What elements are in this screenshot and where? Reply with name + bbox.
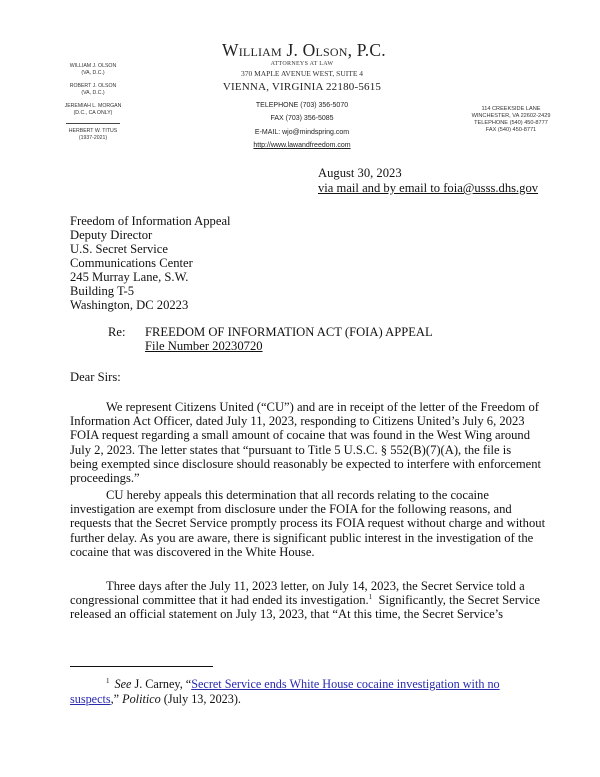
recipient-line: U.S. Secret Service xyxy=(70,242,168,256)
branch-telephone: TELEPHONE (540) 450-8777 xyxy=(474,120,548,126)
paragraph-line: released an official statement on July 13, 2023, that “At this time, the Secret Service’s xyxy=(70,607,504,622)
attorney-entry xyxy=(52,83,134,97)
body-paragraph xyxy=(70,400,550,485)
footnote-signal: See xyxy=(114,677,132,691)
firm-tagline: ATTORNEYS AT LAW xyxy=(270,61,334,67)
recipient-address xyxy=(70,214,231,312)
footnote-publication: Politico xyxy=(122,691,161,706)
branch-street: 114 CREEKSIDE LANE xyxy=(481,106,541,112)
letterhead-firm xyxy=(222,40,386,94)
firm-telephone: TELEPHONE (703) 356-5070 xyxy=(255,102,349,109)
attorney-name: JEREMIAH L. MORGAN xyxy=(64,103,122,109)
salutation: Dear Sirs: xyxy=(70,370,121,384)
paragraph-line: requests that the Secret Service promptly process its FOIA request without charge and without xyxy=(70,516,546,531)
date-block xyxy=(318,166,538,196)
paragraph-line: further delay. As you are aware, there is significant public interest in the investigation of the xyxy=(70,530,534,545)
firm-city: VIENNA, VIRGINIA 22180-5615 xyxy=(222,81,382,93)
branch-fax: FAX (540) 450-8771 xyxy=(485,127,537,133)
recipient-line: Communications Center xyxy=(70,256,193,270)
paragraph-text: Significantly, the Secret Service xyxy=(372,593,540,608)
footnote-line xyxy=(70,692,500,707)
re-subject: FREEDOM OF INFORMATION ACT (FOIA) APPEAL xyxy=(145,325,433,339)
re-label: Re: xyxy=(108,325,126,339)
of-counsel-entry xyxy=(52,128,134,142)
of-counsel-name: HERBERT W. TITUS xyxy=(68,128,118,134)
paragraph-line: Information Act Officer, dated July 11, 2023, responding to Citizens United’s July 6, 2023 xyxy=(70,414,525,429)
body-paragraph xyxy=(70,488,550,559)
footnote-separator xyxy=(70,666,213,667)
body-paragraph xyxy=(70,579,550,622)
paragraph-line xyxy=(70,593,550,607)
footnote-line xyxy=(70,677,500,692)
paragraph-line: We represent Citizens United (“CU”) and are in receipt of the letter of the Freedom of xyxy=(106,400,539,414)
firm-email: E-MAIL: wjo@mindspring.com xyxy=(254,128,350,136)
attorney-bar: (VA, D.C.) xyxy=(81,90,105,96)
firm-street: 370 MAPLE AVENUE WEST, SUITE 4 xyxy=(240,69,364,78)
firm-name: William J. Olson, P.C. xyxy=(222,40,386,60)
paragraph-line: proceedings.” xyxy=(70,471,140,486)
attorney-bar: (D.C., CA ONLY) xyxy=(73,110,113,116)
footnote-reference[interactable]: 1 xyxy=(368,593,373,602)
attorney-divider xyxy=(66,123,120,124)
footnote-punct: ,” xyxy=(110,691,123,706)
branch-office xyxy=(456,106,566,134)
paragraph-line: cocaine that was discovered in the White House. xyxy=(70,544,315,559)
recipient-line: Deputy Director xyxy=(70,228,153,242)
attorney-name: WILLIAM J. OLSON xyxy=(69,63,117,69)
footnote-number: 1 xyxy=(106,677,110,685)
branch-city: WINCHESTER, VA 22602-2429 xyxy=(471,113,551,119)
paragraph-line: July 2, 2023. The letter states that “pursuant to Title 5 U.S.C. § 552(B)(7)(A), the file is xyxy=(70,442,512,457)
attorney-entry xyxy=(52,103,134,117)
paragraph-line: FOIA request regarding a small amount of cocaine that was found in the West Wing around xyxy=(70,428,531,443)
firm-fax: FAX (703) 356-5085 xyxy=(270,115,334,123)
delivery-method: via mail and by email to foia@usss.dhs.gov xyxy=(318,181,539,195)
re-file-number: File Number 20230720 xyxy=(145,339,263,353)
paragraph-line: being exempted since disclosure should reasonably be expected to interfere with enforcement xyxy=(70,456,542,471)
attorney-entry xyxy=(52,63,134,77)
footnote-article-link[interactable]: Secret Service ends White House cocaine investigation with no xyxy=(191,677,500,691)
letterhead-contacts xyxy=(222,99,382,153)
paragraph-text: congressional committee that it had ended its investigation. xyxy=(70,593,369,608)
footnote-date: (July 13, 2023). xyxy=(160,691,241,706)
footnote xyxy=(70,677,500,706)
footnote-article-link-cont[interactable]: suspects xyxy=(70,691,111,706)
attorney-bar: (VA, D.C.) xyxy=(81,70,105,76)
attorney-list xyxy=(52,63,134,148)
paragraph-line: CU hereby appeals this determination that all records relating to the cocaine xyxy=(106,488,489,502)
firm-website-link[interactable]: http://www.lawandfreedom.com xyxy=(253,142,351,150)
of-counsel-years: (1937-2021) xyxy=(78,135,108,141)
paragraph-line: Three days after the July 11, 2023 letter, on July 14, 2023, the Secret Service told a xyxy=(106,579,525,593)
attorney-name: ROBERT J. OLSON xyxy=(69,83,117,89)
recipient-line: Building T-5 xyxy=(70,284,135,298)
footnote-author: J. Carney, “ xyxy=(131,677,192,691)
recipient-line: Freedom of Information Appeal xyxy=(70,214,231,228)
letter-date: August 30, 2023 xyxy=(318,166,402,180)
recipient-line: Washington, DC 20223 xyxy=(70,298,189,312)
paragraph-line: investigation are exempt from disclosure under the FOIA for the following reasons, and xyxy=(70,502,512,517)
recipient-line: 245 Murray Lane, S.W. xyxy=(70,270,189,284)
